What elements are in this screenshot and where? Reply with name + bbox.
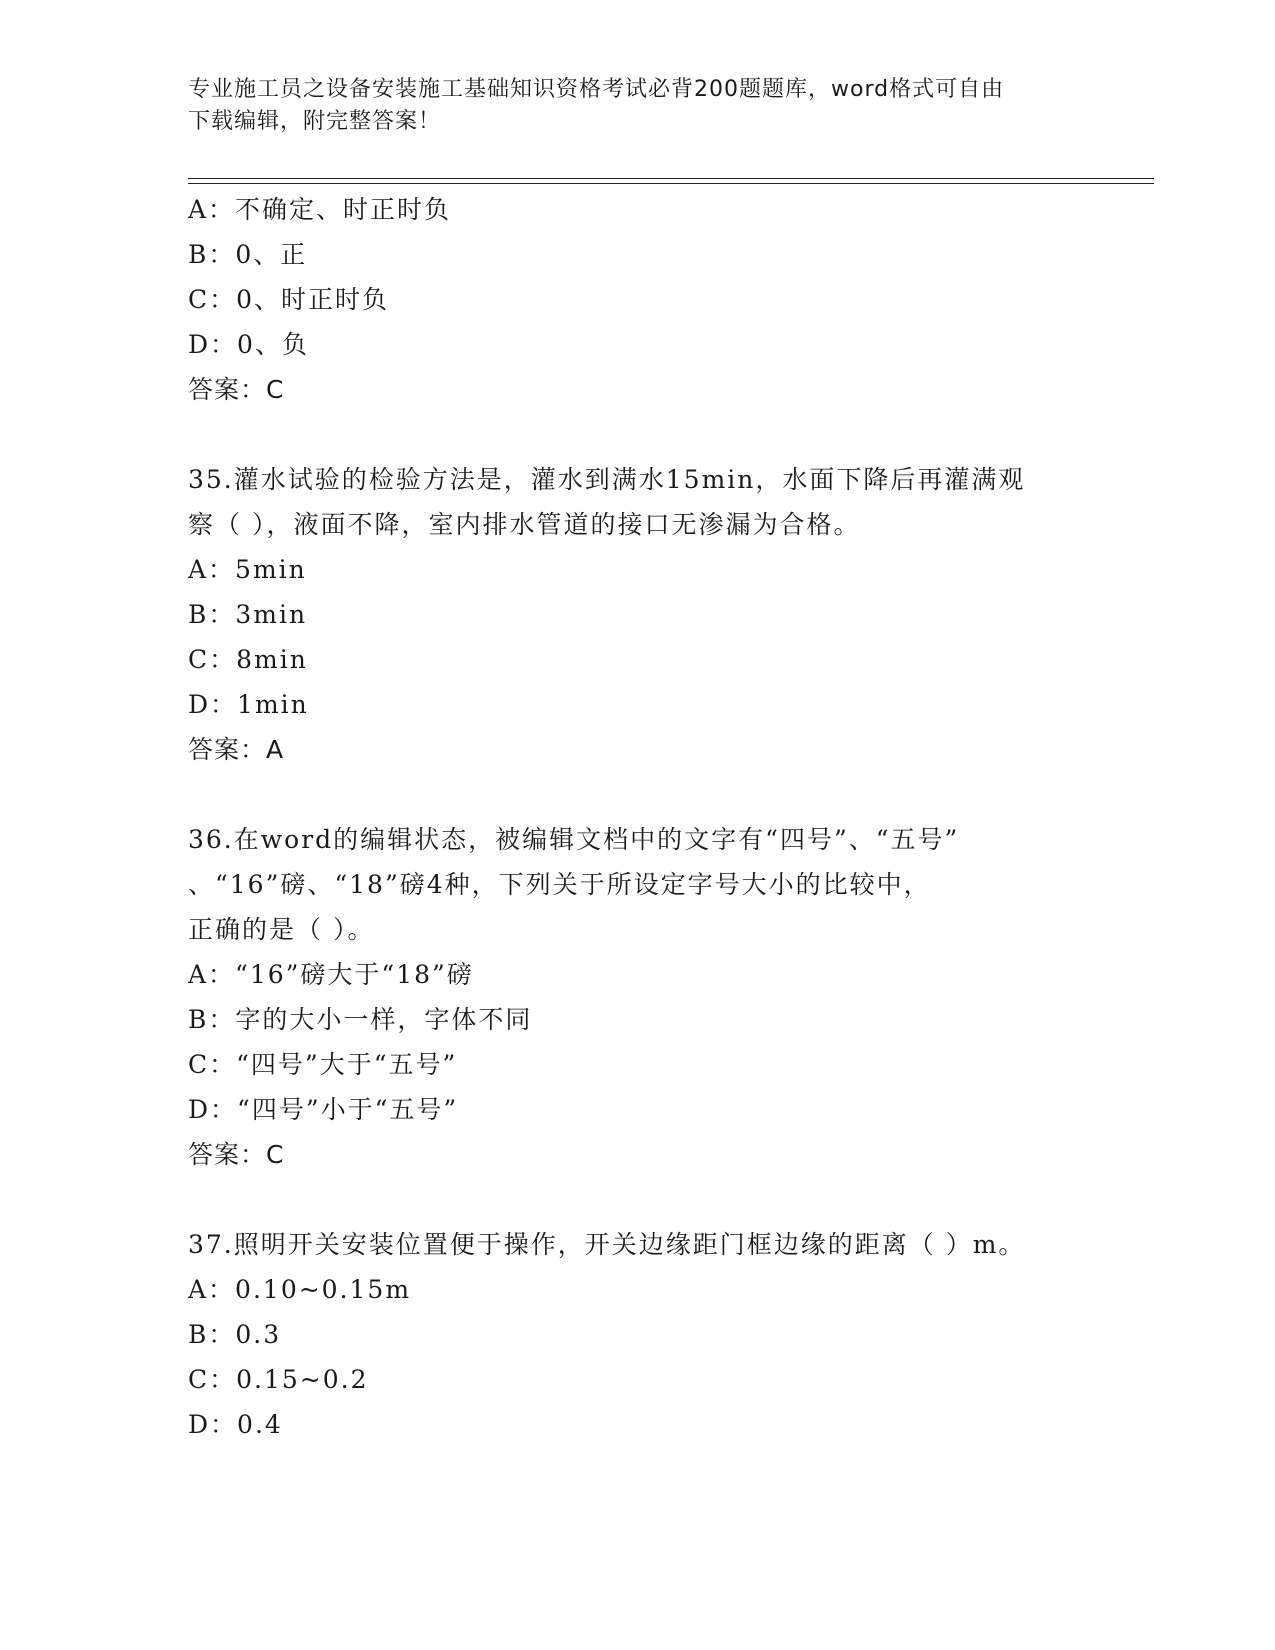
q34-option-d: D：0、负 [188,330,309,359]
q36-option-b: B：字的大小一样，字体不同 [188,1005,533,1034]
q35-stem-line-2: 察（ ），液面不降，室内排水管道的接口无渗漏为合格。 [188,510,861,539]
q36-answer: 答案：C [188,1140,285,1169]
q34-option-c: C：0、时正时负 [188,285,390,314]
document-header [188,74,1068,138]
q36-option-d: D：“四号”小于“五号” [188,1095,459,1124]
q36-stem-line-1: 36.在word的编辑状态，被编辑文档中的文字有“四号”、“五号” [188,825,960,854]
header-divider-bottom [188,183,1154,184]
q37-option-a: A：0.10~0.15m [188,1275,412,1304]
q35-answer: 答案：A [188,735,285,764]
q34-option-a: A：不确定、时正时负 [188,195,452,224]
header-line-2: 下载编辑，附完整答案！ [188,109,442,134]
q35-option-a: A：5min [188,555,307,584]
q36-option-a: A：“16”磅大于“18”磅 [188,960,474,989]
q34-option-b: B：0、正 [188,240,308,269]
q35-option-c: C：8min [188,645,308,674]
q35-option-d: D：1min [188,690,309,719]
header-divider-top [188,178,1154,179]
q35-stem-line-1: 35.灌水试验的检验方法是，灌水到满水15min，水面下降后再灌满观 [188,465,1026,494]
q36-stem-line-3: 正确的是（ ）。 [188,915,375,944]
q37-option-b: B：0.3 [188,1320,282,1349]
q36-option-c: C：“四号”大于“五号” [188,1050,458,1079]
q37-option-d: D：0.4 [188,1410,283,1439]
q37-stem-line-1: 37.照明开关安装位置便于操作，开关边缘距门框边缘的距离（ ）m。 [188,1230,1026,1259]
q35-option-b: B：3min [188,600,308,629]
q37-option-c: C：0.15~0.2 [188,1365,369,1394]
header-line-1: 专业施工员之设备安装施工基础知识资格考试必背200题题库，word格式可自由 [188,77,1005,102]
q36-stem-line-2: 、“16”磅、“18”磅4种，下列关于所设定字号大小的比较中， [188,870,931,899]
q34-answer: 答案：C [188,375,285,404]
